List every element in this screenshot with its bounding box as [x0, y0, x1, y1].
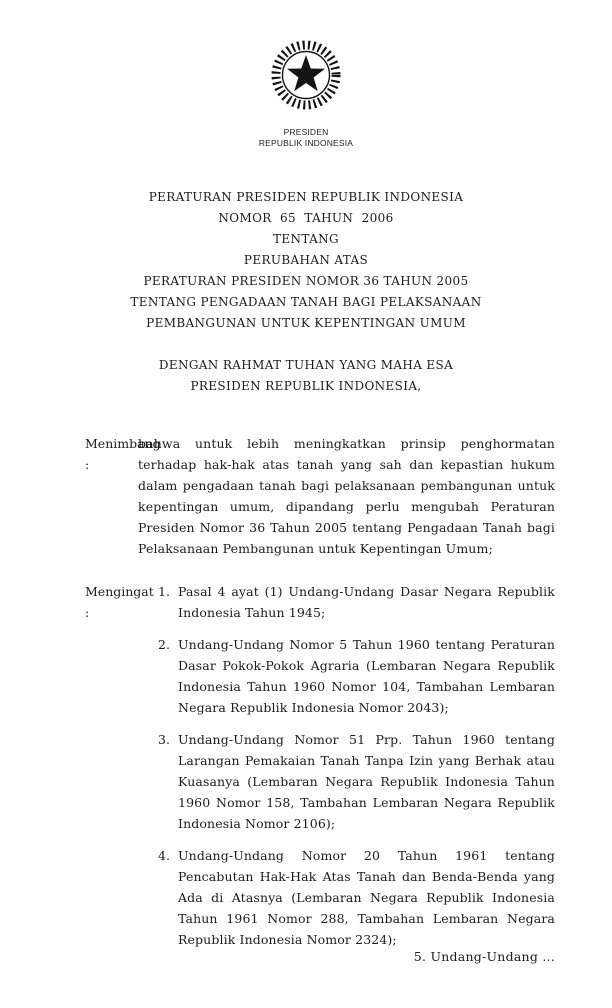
- recalling-clause: [85, 581, 555, 961]
- page-catchword: 5. Undang-Undang ...: [413, 949, 555, 964]
- list-item-text: Pasal 4 ayat (1) Undang-Undang Dasar Negara Republik Indonesia Tahun 1945;: [178, 584, 555, 621]
- list-item-text: Undang-Undang Nomor 5 Tahun 1960 tentang Peraturan Dasar Pokok-Pokok Agraria (Lembaran Negara Republik Indonesia Tahun 1960 Nomor 104, Tambahan Lembaran Negara Republik Indonesia Nomor 2043);: [178, 637, 555, 716]
- org-line-republik-indonesia: REPUBLIK INDONESIA: [258, 138, 354, 149]
- org-name: [0, 127, 612, 149]
- list-item-number: 3.: [158, 732, 170, 748]
- title-line-number: NOMOR 65 TAHUN 2006: [218, 211, 394, 226]
- considering-label: Menimbang :: [85, 436, 161, 473]
- preamble-line-rahmat: DENGAN RAHMAT TUHAN YANG MAHA ESA: [158, 358, 454, 373]
- title-line-1: PERATURAN PRESIDEN REPUBLIK INDONESIA: [148, 190, 464, 205]
- list-item: [158, 729, 555, 834]
- list-item-number: 4.: [158, 848, 170, 864]
- preamble: [0, 355, 612, 397]
- recalling-list: [158, 581, 555, 950]
- clauses: [85, 433, 555, 961]
- list-item: [158, 634, 555, 718]
- letterhead: [0, 0, 612, 149]
- regulation-title: [0, 187, 612, 334]
- recalling-label: Mengingat :: [85, 584, 154, 621]
- title-line-pembangunan: PEMBANGUNAN UNTUK KEPENTINGAN UMUM: [146, 316, 466, 331]
- considering-clause: [85, 433, 555, 559]
- list-item: [158, 845, 555, 950]
- org-line-presiden: PRESIDEN: [283, 127, 329, 137]
- list-item-text: Undang-Undang Nomor 51 Prp. Tahun 1960 tentang Larangan Pemakaian Tanah Tanpa Izin yang Berhak atau Kuasanya (Lembaran Negara Republik Indonesia Tahun 1960 Nomor 158, Tambahan Lembaran Negara Republik Indonesia Nomor 2106);: [178, 732, 555, 832]
- title-line-tentang: TENTANG: [273, 232, 339, 247]
- list-item: [158, 581, 555, 623]
- list-item-text: Undang-Undang Nomor 20 Tahun 1961 tentang Pencabutan Hak-Hak Atas Tanah dan Benda-Benda yang Ada di Atasnya (Lembaran Negara Republik Indonesia Tahun 1961 Nomor 288, Tambahan Lembaran Negara Republik Indonesia Nomor 2324);: [178, 848, 555, 948]
- title-line-perubahan: PERUBAHAN ATAS: [243, 253, 369, 268]
- preamble-line-presiden: PRESIDEN REPUBLIK INDONESIA,: [190, 379, 422, 394]
- title-line-pengadaan: TENTANG PENGADAAN TANAH BAGI PELAKSANAAN: [130, 295, 482, 310]
- title-line-perpres-36: PERATURAN PRESIDEN NOMOR 36 TAHUN 2005: [143, 274, 469, 289]
- list-item-number: 2.: [158, 637, 170, 653]
- considering-text: bahwa untuk lebih meningkatkan prinsip penghormatan terhadap hak-hak atas tanah yang sah dan kepastian hukum dalam pengadaan tanah bagi pelaksanaan pembangunan untuk kepentingan umum, dipandang perlu mengubah Peraturan Presiden Nomor 36 Tahun 2005 tentang Pengadaan Tanah bagi Pelaksanaan Pembangunan untuk Kepentingan Umum;: [138, 436, 555, 557]
- presidential-emblem-icon: [258, 34, 354, 122]
- list-item-number: 1.: [158, 584, 170, 600]
